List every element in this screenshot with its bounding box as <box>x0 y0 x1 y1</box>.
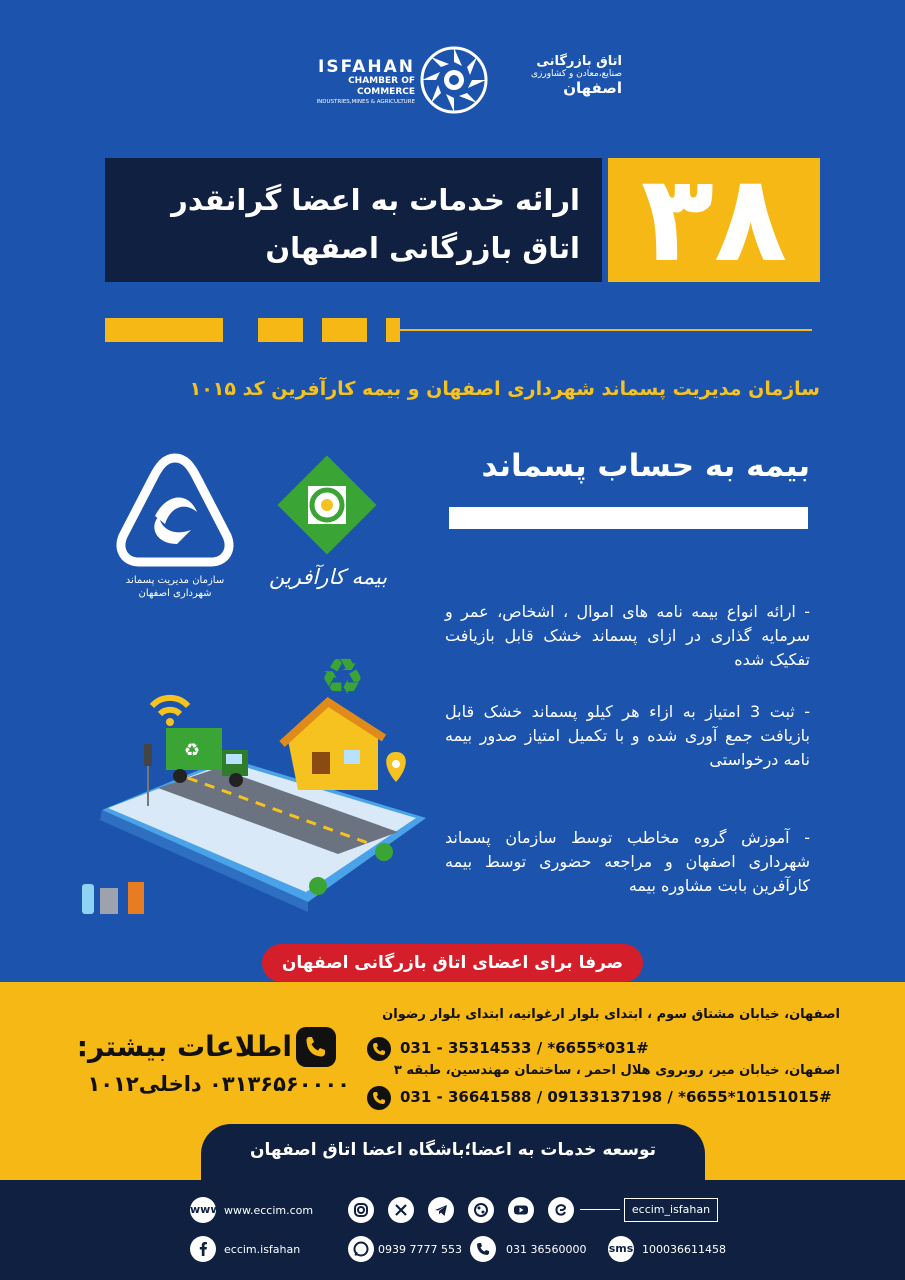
phone-numbers-1[interactable]: 031 - 35314533 / *6655*031# <box>400 1039 649 1057</box>
phone-icon <box>367 1037 391 1061</box>
telegram-icon[interactable] <box>428 1197 454 1223</box>
footer-phone[interactable]: 031 36560000 <box>506 1243 587 1256</box>
divider-dash <box>322 318 367 342</box>
recycling-illustration <box>78 640 438 930</box>
chamber-emblem-icon <box>418 44 490 116</box>
svg-text:♻: ♻ <box>320 648 365 706</box>
address-2: اصفهان، خیابان میر، روبروی هلال احمر ، ساختمان مهندسین، طبقه ۳ <box>393 1063 840 1078</box>
phone-numbers-2[interactable]: 031 - 36641588 / 09133137198 / *6655*10151015# <box>400 1088 832 1106</box>
partner-subtitle: سازمان مدیریت پسماند شهرداری اصفهان و بیمه کارآفرین کد ۱۰۱۵ <box>189 378 820 400</box>
main-heading: بیمه به حساب پسماند <box>481 448 810 484</box>
sms-icon: sms <box>608 1236 634 1262</box>
waste-org-logo-icon <box>115 452 235 572</box>
divider-dash <box>105 318 223 342</box>
benefit-item-3: - آموزش گروه مخاطب توسط سازمان پسماند شهرداری اصفهان و مراجعه حضوری توسط بیمه کارآفرین بابت مشاوره بیمه <box>445 828 810 895</box>
service-number: ۳۸ <box>608 158 820 282</box>
website-icon: www <box>190 1197 216 1223</box>
address-1: اصفهان، خیابان مشتاق سوم ، ابتدای بلوار ارغوانیه، ابتدای بلوار رضوان <box>382 1007 840 1022</box>
phone-icon[interactable] <box>470 1236 496 1262</box>
insurer-logo-icon <box>277 455 377 555</box>
waste-org-caption <box>100 574 250 600</box>
phone-chat-icon <box>296 1027 336 1067</box>
eitaa-icon[interactable] <box>548 1197 574 1223</box>
logo-persian <box>492 54 622 97</box>
facebook-icon[interactable] <box>190 1236 216 1262</box>
website-link[interactable]: www.eccim.com <box>224 1204 314 1217</box>
title-line2: اتاق بازرگانی اصفهان <box>265 231 580 265</box>
logo-fa-line1: اتاق بازرگانی <box>536 54 622 69</box>
title-box <box>105 158 602 282</box>
svg-text:♻: ♻ <box>184 740 201 761</box>
sms-number[interactable]: 100036611458 <box>642 1243 726 1256</box>
benefit-item-2: - ثبت 3 امتیاز به ازاء هر کیلو پسماند خشک قابل بازیافت جمع آوری شده و با تکمیل امتیاز صدور بیمه نامه درخواستی <box>445 702 811 769</box>
more-info-label: اطلاعات بیشتر: <box>76 1030 292 1063</box>
waste-org-line2: شهرداری اصفهان <box>138 588 212 599</box>
title-line1: ارائه خدمات به اعضا گرانقدر <box>171 183 580 217</box>
members-only-banner: صرفا برای اعضای اتاق بازرگانی اصفهان <box>262 944 643 982</box>
logo-english <box>295 58 415 106</box>
divider-dash <box>386 318 400 342</box>
logo-en-subtitle: CHAMBER OF COMMERCE <box>348 76 415 97</box>
whatsapp-number[interactable]: 0939 7777 553 <box>378 1243 462 1256</box>
divider-dash <box>258 318 303 342</box>
logo-fa-line3: اصفهان <box>563 79 622 97</box>
benefit-item-1: - ارائه انواع بیمه نامه های اموال ، اشخاص، عمر و سرمایه گذاری در ازای پسماند خشک قابل بازیافت تفکیک شده <box>445 602 810 669</box>
logo-fa-line2: صنایع،معادن و کشاورزی <box>530 69 622 79</box>
handle-connector-line <box>580 1209 620 1210</box>
instagram-icon[interactable] <box>348 1197 374 1223</box>
x-icon[interactable] <box>388 1197 414 1223</box>
phone-icon <box>367 1086 391 1110</box>
aparat-icon[interactable] <box>468 1197 494 1223</box>
facebook-handle[interactable]: eccim.isfahan <box>224 1243 301 1256</box>
social-handle[interactable]: eccim_isfahan <box>624 1198 718 1222</box>
insurer-name: بیمه کارآفرین <box>268 565 388 589</box>
club-band: توسعه خدمات به اعضا؛باشگاه اعضا اتاق اصفهان <box>201 1124 705 1184</box>
logo-en-title: ISFAHAN <box>318 57 415 77</box>
youtube-icon[interactable] <box>508 1197 534 1223</box>
footer <box>0 1180 905 1280</box>
waste-org-line1: سازمان مدیریت پسماند <box>125 575 225 586</box>
heading-underline-bar <box>449 507 808 529</box>
logo-en-caption: INDUSTRIES,MINES & AGRICULTURE <box>316 99 415 105</box>
divider-line <box>400 329 812 331</box>
more-info-phone[interactable]: ۰۳۱۳۶۵۶۰۰۰۰ داخلی۱۰۱۲ <box>87 1072 350 1096</box>
whatsapp-icon[interactable] <box>348 1236 374 1262</box>
